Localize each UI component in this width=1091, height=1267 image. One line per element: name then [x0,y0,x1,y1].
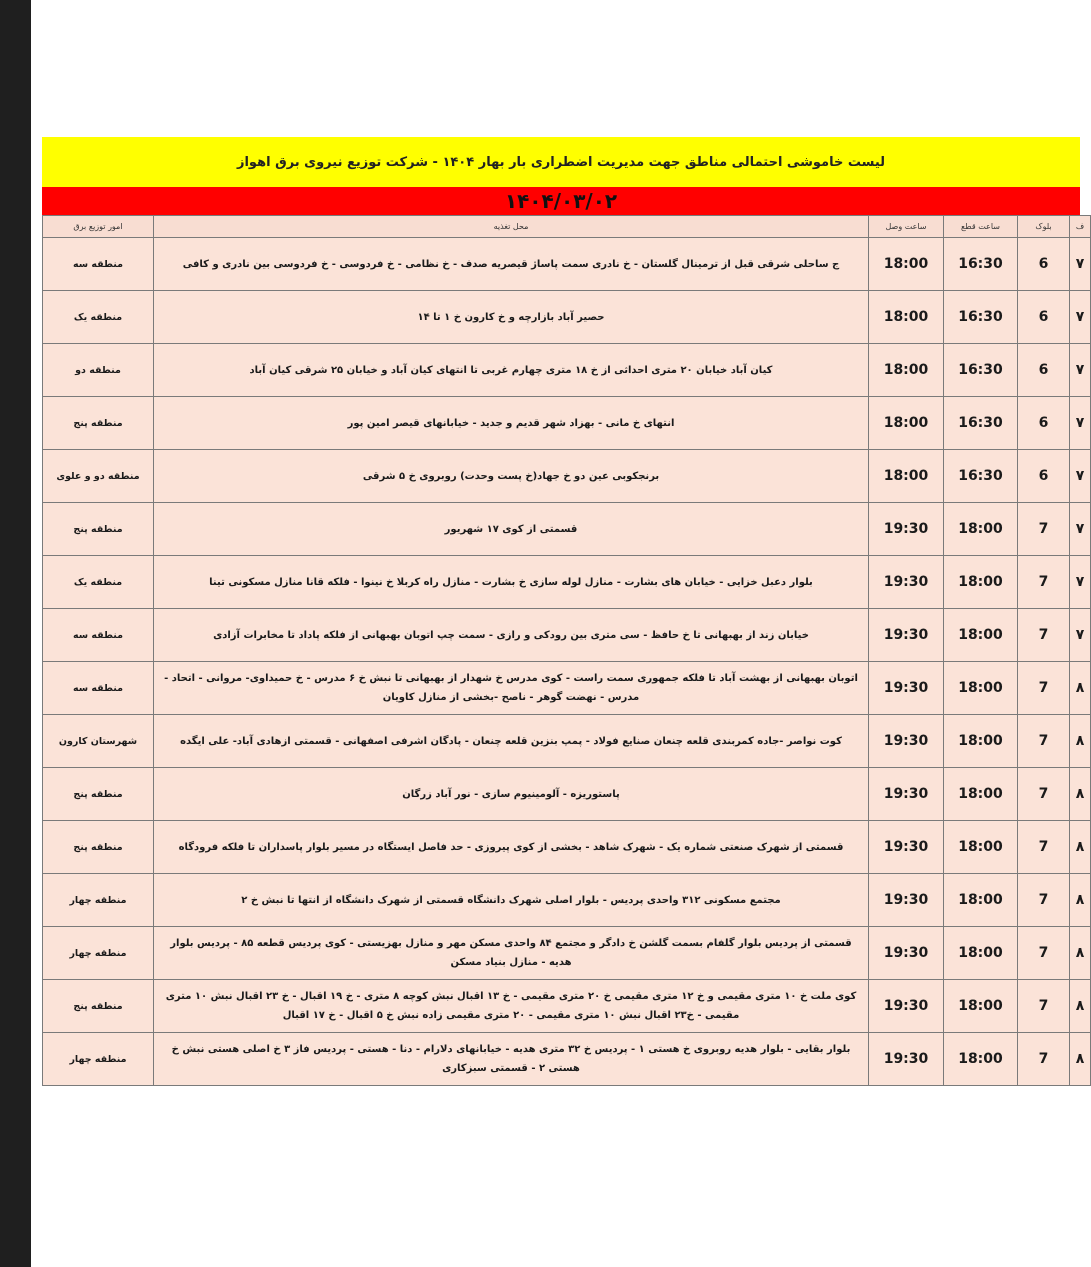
cut-time-cell: 18:00 [944,821,1018,874]
location-cell: کیان آباد خیابان ۲۰ متری احداثی از خ ۱۸ متری چهارم غربی تا انتهای کیان آباد و خیابان ۲۵ شرقی کیان آباد [154,344,869,397]
reconnect-time-cell: 18:00 [869,291,944,344]
district-cell: منطقه پنج [43,503,154,556]
row-number-cell: ۷ [1070,397,1091,450]
district-cell: منطقه سه [43,238,154,291]
table-row [43,609,1091,662]
location-cell: بلوار بقایی - بلوار هدیه روبروی خ هستی ۱ - پردیس خ ۳۲ متری هدیه - خیابانهای دلارام - دنا - هستی - پردیس فاز ۳ خ اصلی هستی نبش خ هستی ۲ - قسمتی سبزکاری [154,1033,869,1086]
district-cell: منطقه دو [43,344,154,397]
table-row [43,397,1091,450]
district-cell: منطقه پنج [43,397,154,450]
cut-time-cell: 18:00 [944,556,1018,609]
row-number-cell: ۸ [1070,768,1091,821]
row-number-cell: ۷ [1070,238,1091,291]
block-cell: 6 [1018,344,1070,397]
block-cell: 7 [1018,609,1070,662]
district-cell: منطقه پنج [43,821,154,874]
block-cell: 7 [1018,556,1070,609]
table-header-row [43,216,1091,238]
district-cell: منطقه پنج [43,768,154,821]
row-number-cell: ۸ [1070,715,1091,768]
table-row [43,1033,1091,1086]
reconnect-time-cell: 18:00 [869,397,944,450]
block-cell: 7 [1018,768,1070,821]
location-cell: قسمتی از شهرک صنعتی شماره یک - شهرک شاهد - بخشی از کوی پیروزی - حد فاصل ایستگاه در مسیر بلوار پاسداران تا فلکه فرودگاه [154,821,869,874]
cut-time-cell: 18:00 [944,980,1018,1033]
cut-time-cell: 18:00 [944,503,1018,556]
cut-time-cell: 16:30 [944,291,1018,344]
row-number-cell: ۷ [1070,609,1091,662]
row-number-cell: ۸ [1070,662,1091,715]
reconnect-time-cell: 18:00 [869,238,944,291]
screen-left-edge [0,0,31,1267]
district-cell: منطقه چهار [43,927,154,980]
district-cell: منطقه یک [43,291,154,344]
block-cell: 7 [1018,503,1070,556]
location-cell: بلوار دعبل خزایی - خیابان های بشارت - منازل لوله سازی خ بشارت - منازل راه کربلا خ نینوا - فلکه قانا منازل مسکونی تینا [154,556,869,609]
district-cell: منطقه دو و علوی [43,450,154,503]
block-cell: 6 [1018,291,1070,344]
reconnect-time-cell: 19:30 [869,874,944,927]
table-row [43,344,1091,397]
table-row [43,662,1091,715]
district-cell: منطقه چهار [43,1033,154,1086]
block-cell: 6 [1018,397,1070,450]
location-cell: مجتمع مسکونی ۳۱۲ واحدی پردیس - بلوار اصلی شهرک دانشگاه قسمتی از شهرک دانشگاه از انتها تا نبش خ ۲ [154,874,869,927]
location-cell: خیابان زند از بهبهانی تا خ حافظ - سی متری بین رودکی و رازی - سمت چپ اتوبان بهبهانی از فلکه پاداد تا مخابرات آزادی [154,609,869,662]
header-location: محل تغذیه [154,216,869,238]
location-cell: اتوبان بهبهانی از بهشت آباد تا فلکه جمهوری سمت راست - کوی مدرس خ شهدار از بهبهانی تا نبش خ ۶ مدرس - خ حمیداوی- مروانی - اتحاد - مدرس - نهضت گوهر - ناصح -بخشی از منازل کاویان [154,662,869,715]
outage-table [42,215,1091,1086]
table-row [43,980,1091,1033]
row-number-cell: ۸ [1070,927,1091,980]
table-row [43,450,1091,503]
location-cell: پاستوریزه - آلومینیوم سازی - نور آباد زرگان [154,768,869,821]
reconnect-time-cell: 19:30 [869,821,944,874]
row-number-cell: ۷ [1070,556,1091,609]
table-row [43,556,1091,609]
district-cell: منطقه سه [43,662,154,715]
table-row [43,821,1091,874]
reconnect-time-cell: 19:30 [869,927,944,980]
block-cell: 7 [1018,715,1070,768]
location-cell: قسمتی از کوی ۱۷ شهریور [154,503,869,556]
block-cell: 7 [1018,980,1070,1033]
row-number-cell: ۸ [1070,874,1091,927]
reconnect-time-cell: 19:30 [869,980,944,1033]
document-date: ۱۴۰۴/۰۳/۰۲ [42,187,1080,215]
table-row [43,503,1091,556]
header-cut-time: ساعت قطع [944,216,1018,238]
row-number-cell: ۷ [1070,344,1091,397]
cut-time-cell: 16:30 [944,238,1018,291]
block-cell: 7 [1018,927,1070,980]
reconnect-time-cell: 19:30 [869,715,944,768]
table-row [43,291,1091,344]
cut-time-cell: 16:30 [944,397,1018,450]
location-cell: انتهای خ مانی - بهزاد شهر قدیم و جدید - خیابانهای قیصر امین پور [154,397,869,450]
document-title: لیست خاموشی احتمالی مناطق جهت مدیریت اضطراری بار بهار ۱۴۰۴ - شرکت توزیع نیروی برق اهواز [42,137,1080,187]
cut-time-cell: 18:00 [944,1033,1018,1086]
block-cell: 6 [1018,238,1070,291]
reconnect-time-cell: 19:30 [869,556,944,609]
row-number-cell: ۸ [1070,1033,1091,1086]
cut-time-cell: 18:00 [944,874,1018,927]
row-number-cell: ۸ [1070,980,1091,1033]
block-cell: 7 [1018,1033,1070,1086]
location-cell: قسمتی از پردیس بلوار گلفام بسمت گلشن خ دادگر و مجتمع ۸۴ واحدی مسکن مهر و منازل بهزیستی - کوی پردیس قطعه ۸۵ - پردیس بلوار هدیه - منازل بنیاد مسکن [154,927,869,980]
header-district: امور توزیع برق [43,216,154,238]
table-row [43,238,1091,291]
row-number-cell: ۷ [1070,450,1091,503]
cut-time-cell: 18:00 [944,609,1018,662]
table-row [43,927,1091,980]
row-number-cell: ۷ [1070,291,1091,344]
reconnect-time-cell: 18:00 [869,450,944,503]
table-row [43,768,1091,821]
header-reconnect-time: ساعت وصل [869,216,944,238]
reconnect-time-cell: 18:00 [869,344,944,397]
cut-time-cell: 18:00 [944,927,1018,980]
reconnect-time-cell: 19:30 [869,503,944,556]
block-cell: 7 [1018,874,1070,927]
row-number-cell: ۷ [1070,503,1091,556]
location-cell: کوی ملت خ ۱۰ متری مقیمی و خ ۱۲ متری مقیمی خ ۲۰ متری مقیمی - خ ۱۳ اقبال نبش کوچه ۸ متری - خ ۱۹ اقبال - خ ۲۳ اقبال نبش ۱۰ متری مقیمی - خ۲۳ اقبال نبش ۱۰ متری مقیمی - ۲۰ متری مقیمی زاده نبش خ ۵ اقبال - خ ۱۷ اقبال [154,980,869,1033]
cut-time-cell: 18:00 [944,715,1018,768]
cut-time-cell: 18:00 [944,768,1018,821]
header-row-number: ف [1070,216,1091,238]
location-cell: برنجکوبی عین دو خ جهاد(خ پست وحدت) روبروی خ ۵ شرقی [154,450,869,503]
reconnect-time-cell: 19:30 [869,768,944,821]
district-cell: منطقه چهار [43,874,154,927]
location-cell: حصیر آباد بازارچه و خ کارون خ ۱ تا ۱۴ [154,291,869,344]
header-block: بلوک [1018,216,1070,238]
district-cell: منطقه یک [43,556,154,609]
location-cell: کوت نواصر -جاده کمربندی قلعه چنعان صنایع فولاد - پمپ بنزین قلعه چنعان - پادگان اشرفی اصفهانی - قسمتی ازهادی آباد- علی ایگده [154,715,869,768]
block-cell: 7 [1018,821,1070,874]
district-cell: شهرستان کارون [43,715,154,768]
reconnect-time-cell: 19:30 [869,662,944,715]
reconnect-time-cell: 19:30 [869,609,944,662]
block-cell: 7 [1018,662,1070,715]
cut-time-cell: 16:30 [944,344,1018,397]
block-cell: 6 [1018,450,1070,503]
cut-time-cell: 16:30 [944,450,1018,503]
district-cell: منطقه پنج [43,980,154,1033]
reconnect-time-cell: 19:30 [869,1033,944,1086]
row-number-cell: ۸ [1070,821,1091,874]
table-row [43,715,1091,768]
table-row [43,874,1091,927]
location-cell: ج ساحلی شرقی قبل از ترمینال گلستان - خ نادری سمت پاساژ قیصریه صدف - خ نظامی - خ فردوسی - خ فردوسی بین نادری و کافی [154,238,869,291]
table-viewport [42,215,1085,1087]
cut-time-cell: 18:00 [944,662,1018,715]
district-cell: منطقه سه [43,609,154,662]
